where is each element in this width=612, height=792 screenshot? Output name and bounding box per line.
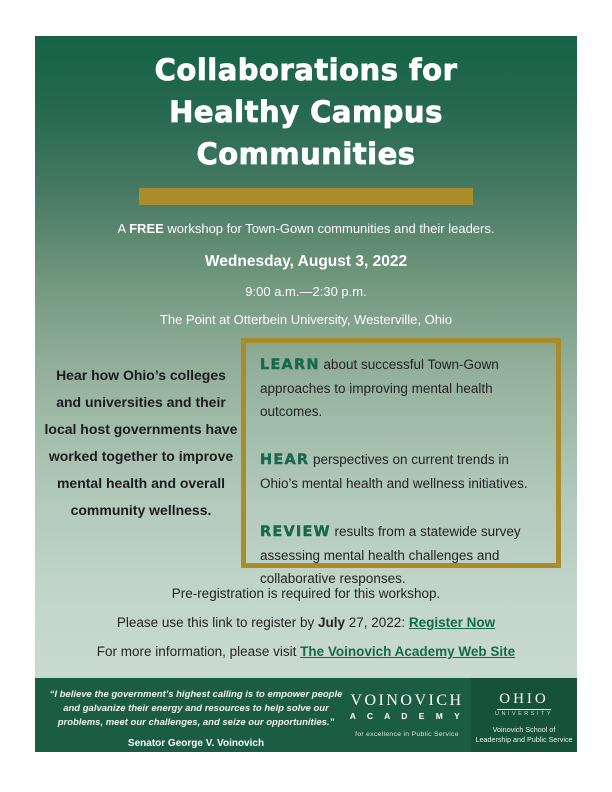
academy-logo-subname: A C A D E M Y bbox=[349, 711, 465, 721]
highlight-review-text: results from a statewide survey assessing mental health challenges and collaborative responses. bbox=[260, 524, 521, 586]
subtitle-free-emphasis: FREE bbox=[129, 221, 164, 236]
flyer-page bbox=[35, 36, 577, 752]
register-deadline-rest: 27, 2022: bbox=[345, 615, 409, 630]
ohio-logo-name: OHIO bbox=[497, 691, 551, 710]
subtitle-prefix: A bbox=[117, 221, 130, 236]
more-info-line bbox=[35, 644, 577, 659]
event-date: Wednesday, August 3, 2022 bbox=[204, 253, 408, 270]
event-time: 9:00 a.m.—2:30 p.m. bbox=[245, 284, 367, 299]
ohio-logo-school bbox=[471, 725, 577, 745]
preregistration-note: Pre-registration is required for this workshop. bbox=[171, 586, 441, 601]
page-title bbox=[35, 49, 577, 175]
intro-text: Hear how Ohio’s colleges and universities and their local host governments have worked together to improve mental health and overall community wellness. bbox=[44, 367, 238, 518]
highlight-learn bbox=[260, 353, 542, 423]
highlight-review-keyword: REVIEW bbox=[260, 524, 331, 540]
voinovich-academy-logo bbox=[343, 678, 471, 752]
ohio-logo-university: UNIVERSITY bbox=[494, 711, 553, 717]
event-location: The Point at Otterbein University, Westerville, Ohio bbox=[159, 312, 453, 327]
title-line-3: Communities bbox=[196, 137, 416, 171]
register-deadline-month: July bbox=[318, 615, 346, 630]
footer-band bbox=[35, 678, 577, 752]
voinovich-quote: “I believe the government’s highest calling is to empower people and galvanize their energy and resources to help solve our problems, meet our challenges, and seize our opportunities.” bbox=[49, 689, 343, 728]
highlight-review bbox=[260, 520, 542, 590]
more-info-prefix: For more information, please visit bbox=[96, 644, 301, 659]
register-now-link[interactable]: Register Now bbox=[408, 615, 496, 630]
highlight-learn-keyword: LEARN bbox=[260, 357, 320, 373]
highlight-hear-keyword: HEAR bbox=[260, 452, 310, 468]
title-line-1: Collaborations for bbox=[154, 53, 458, 87]
registration-section bbox=[35, 586, 577, 673]
title-line-2: Healthy Campus bbox=[169, 95, 443, 129]
academy-logo-tagline: for excellence in Public Service bbox=[355, 731, 459, 738]
academy-logo-name: VOINOVICH bbox=[350, 692, 464, 709]
highlight-hear bbox=[260, 448, 542, 495]
quote-attribution: Senator George V. Voinovich bbox=[127, 738, 265, 749]
quote-block bbox=[35, 678, 343, 752]
highlight-hear-text: perspectives on current trends in Ohio’s mental health and wellness initiatives. bbox=[260, 452, 528, 491]
register-line bbox=[35, 615, 577, 630]
middle-section bbox=[35, 338, 577, 586]
ohio-school-line-1: Voinovich School of bbox=[492, 725, 556, 734]
subtitle-rest: workshop for Town-Gown communities and their leaders. bbox=[163, 221, 495, 236]
workshop-subtitle bbox=[35, 221, 577, 236]
gold-divider-bar bbox=[139, 188, 473, 205]
ohio-university-logo bbox=[471, 678, 577, 752]
highlight-learn-text: about successful Town-Gown approaches to improving mental health outcomes. bbox=[260, 357, 499, 419]
register-line-prefix: Please use this link to register by bbox=[116, 615, 318, 630]
ohio-school-line-2: Leadership and Public Service bbox=[475, 735, 573, 744]
highlights-box bbox=[241, 338, 561, 586]
voinovich-academy-website-link[interactable]: The Voinovich Academy Web Site bbox=[300, 644, 516, 659]
